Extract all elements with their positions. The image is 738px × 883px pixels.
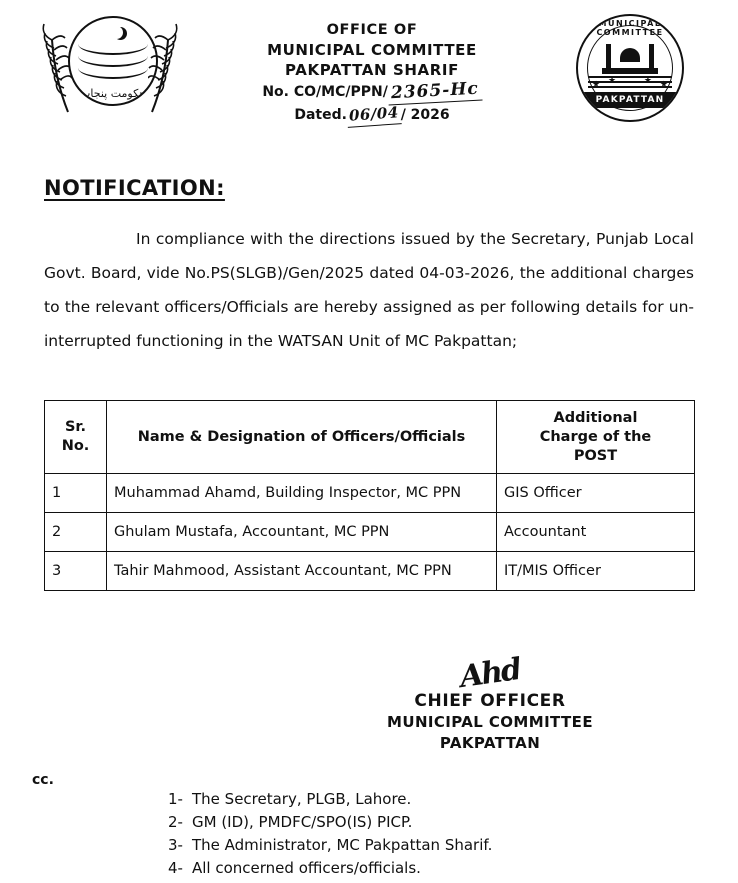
seal-ribbon-text: PAKPATTAN: [584, 92, 676, 108]
cc-item-text: The Secretary, PLGB, Lahore.: [192, 790, 412, 808]
date-line: [186, 103, 558, 126]
seal-star-1: ★: [592, 80, 601, 90]
column-header-post-line1: Additional: [553, 409, 638, 426]
cell-sr-no: 3: [45, 552, 107, 591]
cc-list: [168, 788, 492, 880]
punjab-crest-emblem: [68, 16, 158, 106]
paragraph-text: In compliance with the directions issued by the Secretary, Punjab Local Govt. Board, vide No.PS(SLGB)/Gen/2025 dated 04-03-2026, the additional charges to the relevant officers/Officials are hereby assigned as per following details for un-interrupted functioning in the WATSAN Unit of MC Pakpattan;: [44, 230, 694, 350]
column-header-sr-line1: Sr.: [64, 419, 87, 435]
header-line-pakpattan-sharif: PAKPATTAN SHARIF: [285, 61, 459, 79]
list-item: [168, 857, 492, 880]
cell-additional-charge: IT/MIS Officer: [497, 552, 695, 591]
date-label: Dated.: [294, 107, 347, 123]
table-row: [45, 474, 695, 513]
cc-item-number: 1-: [168, 790, 183, 808]
mosque-icon: [602, 44, 658, 74]
cell-sr-no: 1: [45, 474, 107, 513]
signature-block: [360, 651, 620, 754]
cc-item-text: All concerned officers/officials.: [192, 859, 421, 877]
seal-star-2: ★: [608, 76, 617, 86]
seal-body: [576, 14, 684, 122]
wheat-sheaf-left-icon: [38, 22, 72, 114]
cc-label: cc.: [32, 772, 54, 788]
cc-item-number: 4-: [168, 859, 183, 877]
header-text-block: [186, 8, 558, 126]
document-header: [0, 0, 738, 128]
table-row: [45, 552, 695, 591]
table-row: [45, 513, 695, 552]
cc-item-text: GM (ID), PMDFC/SPO(IS) PICP.: [192, 813, 413, 831]
additional-charges-table: [44, 400, 695, 591]
river-wave-3: [78, 68, 148, 79]
table-header: [45, 401, 695, 474]
river-wave-2: [78, 56, 148, 67]
seal-star-3: ★: [643, 76, 652, 86]
column-header-name-designation: Name & Designation of Officers/Officials: [107, 401, 497, 474]
signatory-title: CHIEF OFFICER: [414, 691, 566, 711]
signatory-organization: MUNICIPAL COMMITTEE: [387, 713, 593, 731]
river-wave-1: [78, 44, 148, 55]
punjab-government-crest-icon: [36, 8, 186, 128]
header-line-municipal-committee: MUNICIPAL COMMITTEE: [267, 41, 477, 59]
wheat-sheaf-right-icon: [148, 22, 182, 114]
list-item: [168, 811, 492, 834]
cc-item-text: The Administrator, MC Pakpattan Sharif.: [192, 836, 493, 854]
municipal-committee-pakpattan-seal-icon: [558, 8, 698, 128]
mosque-dome: [620, 48, 640, 62]
mosque-minaret-left: [606, 44, 611, 70]
signatory-city: PAKPATTAN: [439, 734, 541, 752]
seal-arc-text: MUNICIPAL COMMITTEE: [596, 19, 664, 37]
list-item: [168, 834, 492, 857]
column-header-post-line3: POST: [573, 447, 618, 464]
table-body: [45, 474, 695, 591]
cell-name-designation: Ghulam Mustafa, Accountant, MC PPN: [107, 513, 497, 552]
list-item: [168, 788, 492, 811]
cc-item-number: 3-: [168, 836, 183, 854]
seal-star-4: ★: [659, 80, 668, 90]
mosque-base: [602, 68, 658, 74]
cell-sr-no: 2: [45, 513, 107, 552]
crescent-moon-icon: [110, 26, 123, 39]
punjab-urdu-motto: حکومت پنجاب: [80, 87, 146, 100]
column-header-additional-charge: [497, 401, 695, 474]
page-title: NOTIFICATION:: [44, 176, 225, 200]
cell-additional-charge: GIS Officer: [497, 474, 695, 513]
date-handwritten: 06/04: [346, 101, 401, 128]
notification-body-paragraph: [44, 222, 694, 358]
column-header-post-line2: Charge of the: [539, 428, 652, 445]
date-year: / 2026: [400, 107, 450, 123]
reference-number-handwritten: 2365-Hc: [387, 78, 482, 106]
cc-item-number: 2-: [168, 813, 183, 831]
cell-additional-charge: Accountant: [497, 513, 695, 552]
cell-name-designation: Tahir Mahmood, Assistant Accountant, MC PPN: [107, 552, 497, 591]
handwritten-signature: Ahd: [457, 651, 523, 696]
column-header-sr-no: [45, 401, 107, 474]
header-line-office-of: OFFICE OF: [326, 22, 418, 38]
cell-name-designation: Muhammad Ahamd, Building Inspector, MC PPN: [107, 474, 497, 513]
reference-number-line: [186, 80, 558, 103]
table-header-row: [45, 401, 695, 474]
reference-label: No. CO/MC/PPN/: [262, 84, 388, 100]
mosque-minaret-right: [649, 44, 654, 70]
column-header-sr-line2: No.: [61, 438, 90, 454]
